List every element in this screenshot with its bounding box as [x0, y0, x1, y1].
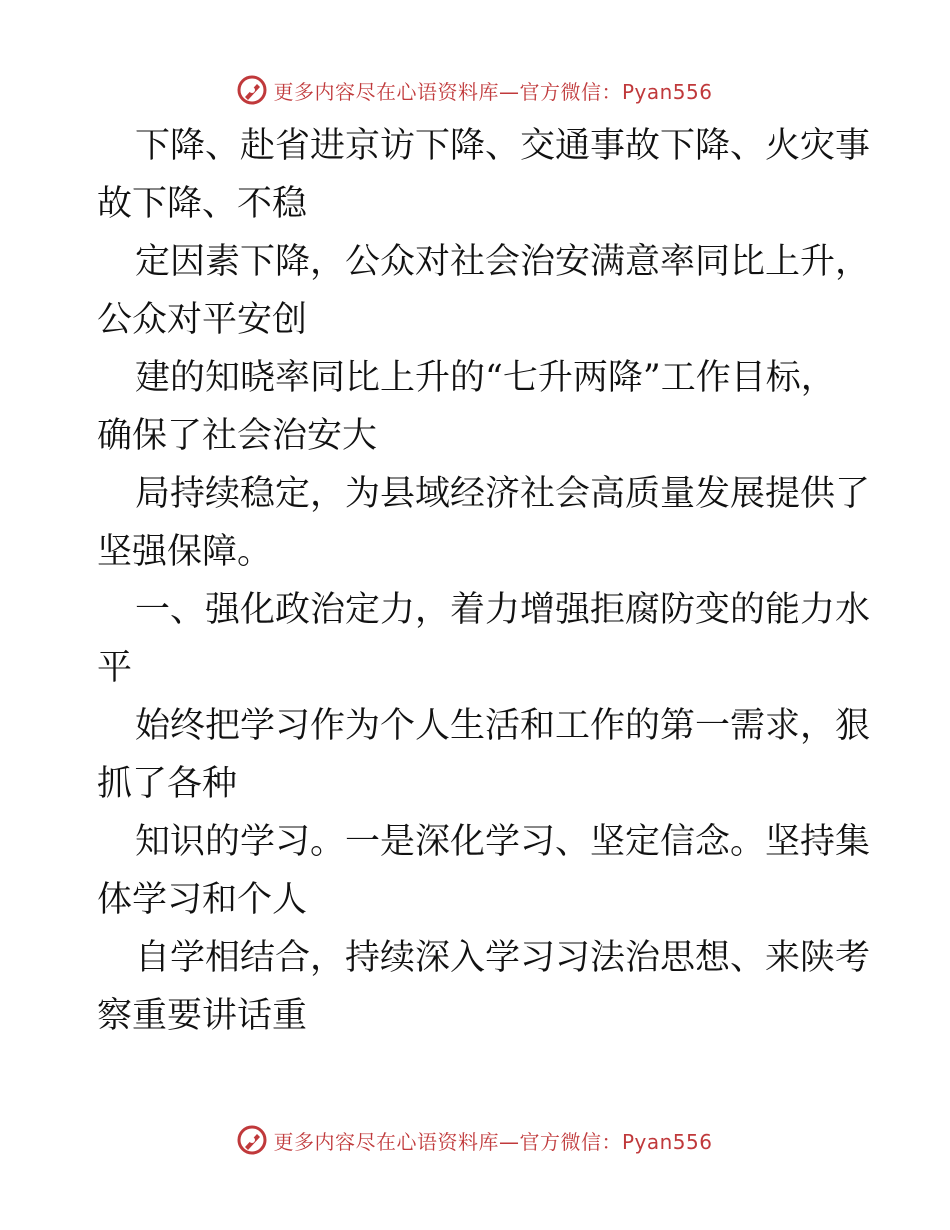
text-line: 公众对平安创 [97, 300, 308, 340]
section-heading-line: 一、强化政治定力，着力增强拒腐防变的能力水 [135, 590, 871, 630]
pen-in-circle-logo-icon [237, 1125, 267, 1155]
text-line: 自学相结合，持续深入学习习法治思想、来陕考 [135, 938, 871, 978]
text-line: 察重要讲话重 [97, 996, 308, 1036]
text-line: 抓了各种 [97, 764, 238, 804]
header-banner-inner [237, 75, 712, 105]
text-line: 确保了社会治安大 [97, 416, 378, 456]
document-body [97, 117, 871, 1045]
text-line: 建的知晓率同比上升的“七升两降”工作目标， [135, 358, 836, 398]
text-line: 局持续稳定，为县域经济社会高质量发展提供了 [135, 474, 871, 514]
text-line: 定因素下降，公众对社会治安满意率同比上升， [135, 242, 871, 282]
header-banner-text: 更多内容尽在心语资料库—官方微信：Pyan556 [273, 79, 713, 104]
footer-banner [0, 1120, 950, 1160]
footer-banner-text: 更多内容尽在心语资料库—官方微信：Pyan556 [273, 1129, 713, 1154]
text-line: 故下降、不稳 [97, 184, 308, 224]
header-banner [0, 70, 950, 110]
text-line: 下降、赴省进京访下降、交通事故下降、火灾事 [135, 126, 871, 166]
text-line: 知识的学习。一是深化学习、坚定信念。坚持集 [135, 822, 871, 862]
pen-in-circle-logo-icon [237, 75, 267, 105]
text-line: 坚强保障。 [97, 532, 273, 572]
text-line: 体学习和个人 [97, 880, 308, 920]
text-line: 始终把学习作为个人生活和工作的第一需求，狠 [135, 706, 871, 746]
section-heading-line: 平 [97, 648, 133, 688]
footer-banner-inner [237, 1125, 712, 1155]
